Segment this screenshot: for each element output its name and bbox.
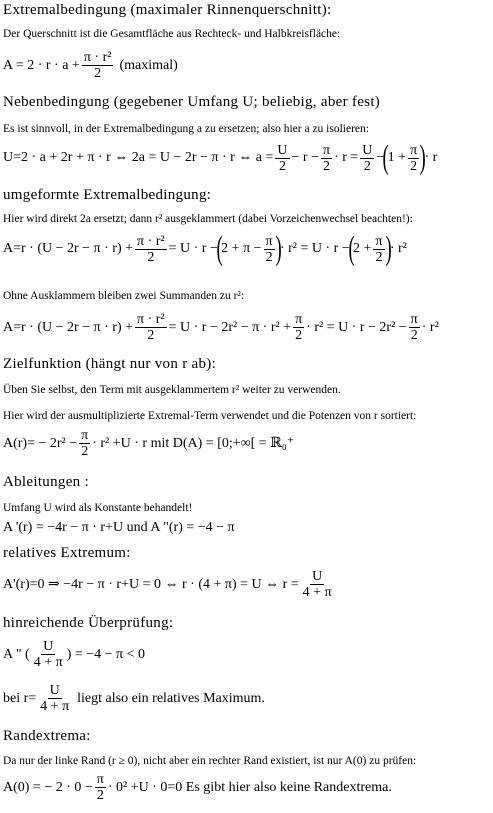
denominator: 2 bbox=[96, 788, 104, 803]
paren-close: ) bbox=[419, 139, 426, 176]
note-rand: Da nur der linke Rand (r ≥ 0), nicht aber ein rechter Rand existiert, ist nur A(0) zu prüfen: bbox=[3, 755, 417, 767]
formula-text: (maximal) bbox=[119, 57, 178, 73]
formula-zweite-ableitung bbox=[3, 639, 145, 670]
formula-text: A=r · (U − 2r − π · r) + bbox=[3, 319, 134, 335]
denominator: 2 bbox=[363, 158, 371, 174]
formula-text: · r² = U · r − bbox=[279, 241, 350, 256]
fraction bbox=[264, 234, 275, 265]
formula-text: A = 2 · r · a + bbox=[3, 57, 80, 73]
note-ueben: Üben Sie selbst, den Term mit ausgeklammertem r² weiter zu verwenden. bbox=[3, 384, 341, 396]
fraction bbox=[301, 569, 334, 600]
formula-text: A=r · (U − 2r − π · r) + bbox=[3, 241, 134, 256]
numerator: U bbox=[49, 683, 60, 698]
fraction bbox=[373, 234, 384, 265]
formula-text: A'(r)=0 ⇒ −4r − π · r+U = 0 ⇔ r · (4 + π) = U ⇔ r = bbox=[3, 577, 299, 592]
formula-randwert bbox=[3, 772, 392, 803]
denominator: 4 + π bbox=[40, 699, 70, 714]
note-ausmultipliziert: Hier wird der ausmultiplizierte Extremal-Term verwendet und die Potenzen von r sortiert: bbox=[3, 410, 417, 422]
numerator: π bbox=[96, 772, 104, 787]
denominator: 2 bbox=[94, 66, 102, 81]
paren-close: ) bbox=[275, 230, 282, 267]
numerator: U bbox=[362, 142, 373, 158]
denominator: 2 bbox=[323, 158, 331, 174]
fraction bbox=[95, 772, 106, 803]
formula-text: 2 + π − bbox=[221, 241, 262, 256]
formula-text: · r² = U · r − 2r² − bbox=[306, 319, 407, 335]
formula-text: − bbox=[376, 150, 385, 165]
heading-ableitungen: Ableitungen : bbox=[3, 474, 89, 490]
formula-text: · r bbox=[424, 150, 438, 165]
formula-text: A " ( bbox=[3, 646, 30, 662]
fraction bbox=[32, 639, 65, 670]
numerator: U bbox=[43, 639, 54, 654]
fraction bbox=[360, 143, 374, 174]
note-konstante: Umfang U wird als Konstante behandelt! bbox=[3, 502, 193, 514]
formula-text: · 0² +U · 0=0 Es gibt hier also keine Randextrema. bbox=[107, 779, 392, 795]
paren-open: ( bbox=[216, 230, 223, 267]
fraction bbox=[408, 143, 419, 174]
formula-ausmultipliziert bbox=[3, 312, 439, 343]
formula-maximum bbox=[3, 683, 265, 714]
heading-extremalbedingung: Extremalbedingung (maximaler Rinnenquerschnitt): bbox=[3, 2, 332, 18]
numerator: π · r² bbox=[137, 312, 165, 327]
denominator: 2 bbox=[147, 249, 155, 265]
fraction bbox=[79, 428, 90, 459]
formula-text: · r = bbox=[334, 150, 359, 165]
formula-text: A(0) = − 2 · 0 − bbox=[3, 779, 93, 795]
note-isolieren: Es ist sinnvoll, in der Extremalbedingung a zu ersetzen; also hier a zu isolieren: bbox=[3, 123, 369, 135]
denominator: 2 bbox=[295, 328, 303, 343]
formula-text: = U · r − 2r² − π · r² + bbox=[168, 319, 292, 335]
formula-text: A '(r) = −4r − π · r+U und A "(r) = −4 − π bbox=[3, 520, 235, 535]
numerator: π bbox=[410, 142, 418, 158]
numerator: π bbox=[265, 233, 273, 249]
formula-ableitungen bbox=[3, 520, 235, 536]
fraction bbox=[409, 312, 420, 343]
formula-text: 1 + bbox=[387, 150, 407, 165]
formula-text: − r − bbox=[291, 150, 319, 165]
formula-text: = U · r − bbox=[168, 241, 218, 256]
formula-text: ) = −4 − π < 0 bbox=[66, 646, 145, 662]
numerator: π · r² bbox=[83, 50, 112, 65]
fraction bbox=[82, 50, 114, 81]
fraction bbox=[293, 312, 304, 343]
paren-close: ) bbox=[385, 230, 392, 267]
numerator: π bbox=[322, 142, 331, 158]
paren-open: ( bbox=[348, 230, 355, 267]
numerator: U bbox=[312, 569, 323, 584]
heading-umgeformt: umgeformte Extremalbedingung: bbox=[3, 187, 212, 203]
formula-text: 2 + bbox=[353, 241, 372, 256]
fraction bbox=[275, 143, 289, 174]
formula-umfang bbox=[3, 141, 437, 175]
fraction bbox=[38, 683, 71, 714]
heading-hinreichend: hinreichende Überprüfung: bbox=[3, 615, 174, 631]
formula-ausgeklammert bbox=[3, 232, 407, 266]
denominator: 4 + π bbox=[302, 585, 332, 600]
numerator: π bbox=[295, 312, 303, 327]
heading-relatives-extremum: relatives Extremum: bbox=[3, 545, 131, 561]
heading-randextrema: Randextrema: bbox=[3, 728, 91, 744]
formula-text: U=2 · a + 2r + π · r ⇔ 2a = U − 2r − π · r ⇔ a = bbox=[3, 150, 274, 165]
heading-nebenbedingung: Nebenbedingung (gegebener Umfang U; beliebig, aber fest) bbox=[3, 94, 381, 110]
formula-text: · r² bbox=[421, 319, 439, 335]
heading-zielfunktion: Zielfunktion (hängt nur von r ab): bbox=[3, 356, 217, 372]
numerator: U bbox=[277, 142, 288, 158]
note-ersetzt: Hier wird direkt 2a ersetzt; dann r² ausgeklammert (dabei Vorzeichenwechsel beachten!): bbox=[3, 213, 413, 225]
formula-text: liegt also ein relatives Maximum. bbox=[77, 690, 265, 706]
fraction bbox=[135, 234, 167, 265]
formula-extremum bbox=[3, 569, 336, 600]
denominator: 2 bbox=[410, 158, 418, 174]
formula-area bbox=[3, 50, 178, 81]
formula-text: bei r= bbox=[3, 690, 37, 706]
denominator: 2 bbox=[265, 249, 273, 265]
denominator: 2 bbox=[375, 249, 383, 265]
denominator: 2 bbox=[81, 444, 89, 459]
denominator: 2 bbox=[410, 328, 418, 343]
numerator: π bbox=[375, 233, 383, 249]
formula-zielfunktion bbox=[3, 428, 294, 459]
numerator: π bbox=[81, 428, 89, 443]
formula-text: · r² bbox=[389, 241, 407, 256]
fraction bbox=[321, 143, 332, 174]
formula-text: · r² +U · r mit D(A) = [0;+∞[ = ℝ₀⁺ bbox=[92, 436, 295, 451]
denominator: 2 bbox=[278, 158, 286, 174]
denominator: 2 bbox=[147, 328, 155, 343]
paren-open: ( bbox=[382, 139, 390, 176]
denominator: 4 + π bbox=[33, 655, 63, 670]
formula-text: A(r)= − 2r² − bbox=[3, 435, 78, 451]
note-querschnitt: Der Querschnitt ist die Gesamtfläche aus Rechteck- und Halbkreisfläche: bbox=[3, 28, 341, 40]
numerator: π bbox=[410, 312, 418, 327]
numerator: π · r² bbox=[137, 233, 165, 249]
note-summanden: Ohne Ausklammern bleiben zwei Summanden zu r²: bbox=[3, 290, 245, 302]
fraction bbox=[135, 312, 167, 343]
